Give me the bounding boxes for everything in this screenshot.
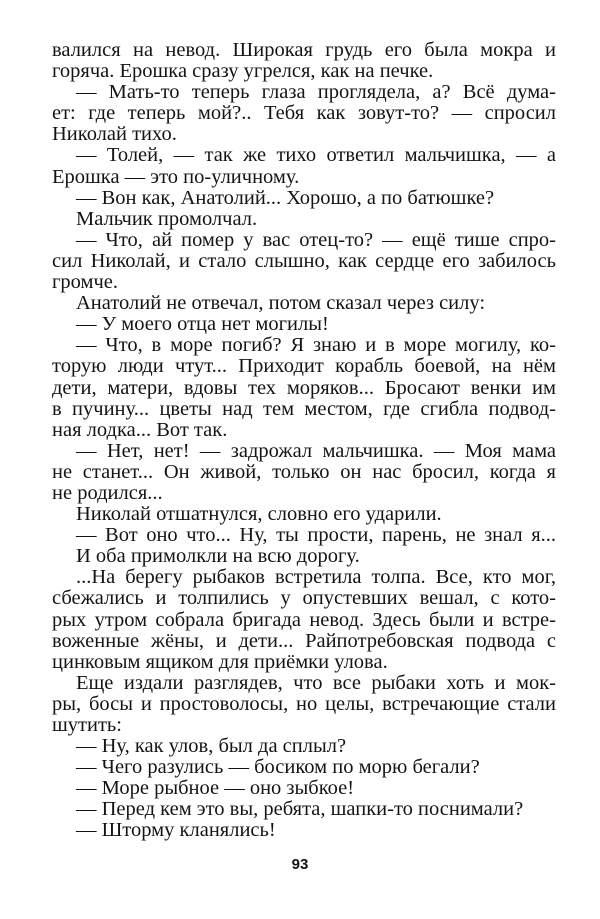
text-line: воженные жёны, и дети... Райпотребовская подвода с [52,629,556,652]
text-line: — Ну, как улов, был да сплыл? [76,735,347,758]
text-line: не станет... Он живой, только он нас бросил, когда я [52,460,556,483]
text-line: Анатолий не отвечал, потом сказал через силу: [76,292,486,315]
text-line: шутить: [52,714,122,736]
text-line: — Вот оно что... Ну, ты прости, парень, не знал я... [76,524,556,547]
text-line: — Море рыбное — оно зыбкое! [76,777,355,800]
text-line: — Что, ай помер у вас отец-то? — ещё тише спро- [76,228,556,251]
text-line: — Чего разулись — босиком по морю бегали? [76,756,480,779]
text-line: И оба примолкли на всю дорогу. [76,545,360,568]
text-line: — Нет, нет! — задрожал мальчишка. — Моя мама [76,439,556,462]
text-line: сбежались и толпились у опустевших вешал, с кото- [52,587,556,610]
text-line: — Что, в море погиб? Я знаю и в море могилу, ко- [76,334,556,357]
page-number: 93 [291,856,309,873]
text-line: громче. [52,271,119,294]
text-line: — Вон как, Анатолий... Хорошо, а по батюшке? [76,186,495,209]
text-line: Еще издали разглядев, что все рыбаки хоть и мок- [76,671,556,694]
text-line: — Перед кем это вы, ребята, шапки-то поснимали? [76,798,524,821]
text-line: ры, босы и простоволосы, но целы, встречающие стали [52,692,556,715]
text-line: ет: где теперь мой?.. Тебя как зовут-то? — спросил [52,102,556,125]
text-line: сил Николай, и стало слышно, как сердце его забилось [52,249,556,272]
text-line: ная лодка... Вот так. [52,418,228,441]
text-line: Ерошка — это по-уличному. [52,165,300,188]
text-line: — Толей, — так же тихо ответил мальчишка, — а [76,144,556,167]
text-line: Мальчик промолчал. [76,207,258,230]
text-line: дети, матери, вдовы тех моряков... Бросают венки им [52,376,556,399]
page-body [52,40,556,842]
text-line: — У моего отца нет могилы! [76,313,329,336]
text-line: — Мать-то теперь глаза проглядела, а? Всё дума- [76,81,556,104]
text-line: в пучину... цветы над тем местом, где сгибла подвод- [52,397,556,420]
text-line: горяча. Ерошка сразу угрелся, как на печке. [52,60,434,83]
text-line: не родился... [52,481,163,504]
text-line: Николай тихо. [52,123,177,146]
text-line: Николай отшатнулся, словно его ударили. [76,503,442,526]
text-line: ...На берегу рыбаков встретила толпа. Все, кто мог, [76,566,556,589]
text-line: рых утром собрала бригада невод. Здесь были и встре- [52,608,556,631]
text-line: торую люди чтут... Приходит корабль боевой, на нём [52,355,556,378]
text-line: цинковым ящиком для приёмки улова. [52,650,388,673]
text-line: — Шторму кланялись! [76,819,276,842]
text-line: валился на невод. Широкая грудь его была мокра и [52,39,556,61]
